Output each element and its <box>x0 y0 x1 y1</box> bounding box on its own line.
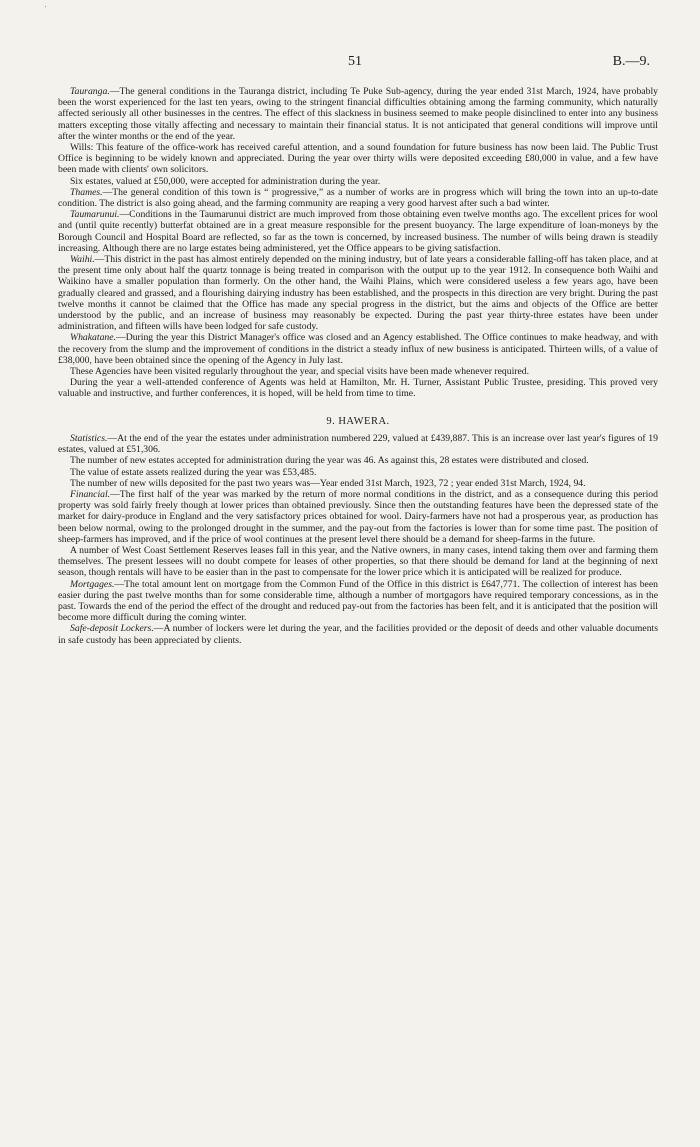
paragraph-statistics <box>58 433 658 455</box>
section-heading: 9. HAWERA. <box>326 415 390 427</box>
paragraph-text: —Conditions in the Taumarunui district are much improved from those obtaining even twelve months ago. The excellent prices for wool and (until quite recently) butterfat obtained are in a great measure responsible for the present buoyancy. The large expenditure of loan-moneys by the Borough Council and Hospital Board are reflected, so far as the town is concerned, by increased business. The number of wills being drawn is steadily increasing. Although there are no large estates being administered, yet the Office appears to be giving satisfaction. <box>58 209 658 254</box>
paragraph-new-wills <box>58 478 658 489</box>
page-number: 51 <box>348 54 362 69</box>
paragraph-conference <box>58 377 658 399</box>
paragraph-whakatane <box>58 332 658 366</box>
paragraph-text: The number of new estates accepted for administration during the year was 46. As against this, 28 estates were distributed and closed. <box>70 455 589 467</box>
page-reference: B.—9. <box>612 54 650 69</box>
paragraph-waihi <box>58 254 658 332</box>
paragraph-west-coast <box>58 545 658 579</box>
paragraph-wills <box>58 142 658 176</box>
paragraph-text: —The total amount lent on mortgage from the Common Fund of the Office in this district is £647,771. The collection of interest has been easier during the past twelve months than for some considerable time, although a number of mortgagors have required temporary concessions, as in the past. Towards the end of the period the effect of the drought and reduced pay-out from the factories has been felt, and it is anticipated that the position will become more difficult during the coming winter. <box>58 578 658 624</box>
margin-mark: ' <box>45 6 47 12</box>
paragraph-text: Six estates, valued at £50,000, were accepted for administration during the year. <box>70 175 381 187</box>
paragraph-text: —The general conditions in the Tauranga district, including Te Puke Sub-agency, during the year ended 31st March, 1924, have probably been the worst experienced for the last ten years, owing to the stringent financial difficulties obtaining among the farming community, which naturally affected seriously all other businesses in the centres. The effect of this slackness in business seemed to make people disinclined to enter into any business matters excepting those vitally affecting and necessary to maintain their financial status. It is not anticipated that general conditions will improve until after the winter months or the end of the year. <box>58 86 658 142</box>
paragraph-lead: Tauranga. <box>70 86 110 97</box>
paragraph-new-estates <box>58 455 658 466</box>
paragraph-lead: Mortgages. <box>70 578 115 590</box>
paragraph-lead: Financial. <box>70 488 111 500</box>
page-header <box>60 54 650 70</box>
paragraph-lead: Whakatane. <box>70 332 117 344</box>
paragraph-agencies <box>58 366 658 377</box>
paragraph-mortgages <box>58 579 658 624</box>
paragraph-text: Wills: This feature of the office-work has received careful attention, and a sound foundation for future business has now been laid. The Public Trust Office is beginning to be widely known and appreciated. During the year over thirty wills were deposited exceeding £80,000 in value, and a few have been made with clients' own solicitors. <box>58 142 658 176</box>
paragraph-lead: Safe-deposit Lockers. <box>70 623 154 635</box>
paragraph-text: The value of estate assets realized during the year was £53,485. <box>70 466 317 478</box>
paragraph-text: —The general condition of this town is “ progressive,” as a number of works are in progress which will bring the town into an up-to-date condition. The district is also going ahead, and the farming community are reaping a very good harvest after such a bad winter. <box>58 186 658 210</box>
paragraph-lead: Waihi. <box>70 254 95 266</box>
paragraph-lead: Taumarunui. <box>70 209 120 221</box>
paragraph-text: —This district in the past has almost entirely depended on the mining industry, but of late years a considerable falling-off has taken place, and at the present time only about half the quartz tonnage is being treated in comparison with the output up to the year 1912. In consequence both Waihi and Waikino have a smaller population than formerly. On the other hand, the Waihi Plains, which were considered useless a few years ago, have been gradually cleared and grassed, and a flourishing dairying industry has been established, and the prospects in this direction are very bright. During the past twelve months it cannot be claimed that the Office has made any special progress in the district, but the aims and objects of the Office are better understood by the public, and an increase of business may reasonably be expected. During the past year thirty-three estates have been under administration, and fifteen wills have been lodged for safe custody. <box>58 254 658 333</box>
paragraph-text: These Agencies have been visited regularly throughout the year, and special visits have been made whenever required. <box>70 366 530 378</box>
paragraph-estate-assets <box>58 467 658 478</box>
paragraph-financial <box>58 489 658 545</box>
paragraph-text: A number of West Coast Settlement Reserves leases fall in this year, and the Native owners, in many cases, intend taking them over and farming them themselves. The present lessees will no doubt compete for leases of other properties, so that there should be demand for land at the beginning of next season, though rentals will have to be easier than in the past to compensate for the lower price which it is anticipated will be realized for produce. <box>58 544 658 579</box>
paragraph-text: —A number of lockers were let during the year, and the facilities provided or the deposit of deeds and other valuable documents in safe custody has been appreciated by clients. <box>58 623 658 646</box>
paragraph-taumarunui <box>58 209 658 254</box>
paragraph-lead: Statistics. <box>70 432 108 444</box>
paragraph-six-estates <box>58 176 658 187</box>
paragraph-text: During the year a well-attended conference of Agents was held at Hamilton, Mr. H. Turner, Assistant Public Trustee, presiding. This proved very valuable and instructive, and further conferences, it is hoped, will be held from time to time. <box>58 377 658 400</box>
paragraph-text: —At the end of the year the estates under administration numbered 229, valued at £439,887. This is an increase over last year's figures of 19 estates, valued at £51,306. <box>58 432 658 456</box>
paragraph-lead: Thames. <box>70 186 103 198</box>
paragraph-thames <box>58 187 658 209</box>
paragraph-safe-deposit <box>58 623 658 645</box>
paragraph-text: —During the year this District Manager's office was closed and an Agency established. The Office continues to make headway, and with the recovery from the slump and the improvement of conditions in the district a steady influx of new business is anticipated. Thirteen wills, of a value of £38,000, have been obtained since the opening of the Agency in July last. <box>58 332 658 366</box>
paragraph-text: —The first half of the year was marked by the return of more normal conditions in the district, and as a consequence during this period property was sold fairly freely though at lower prices than obtained previously. Since then the outstanding features have been the depressed state of the market for dairy-produce in England and the very satisfactory prices obtained for wool. Dairy-farmers have not had a prosperous year, as production has been below normal, owing to the prolonged drought in the summer, and the pay-out from the factories is lower than for some time past. The position of sheep-farmers has improved, and if the price of wool continues at the present level there should be a demand for sheep-farms in the future. <box>58 488 658 545</box>
body-text <box>58 86 658 646</box>
paragraph-text: The number of new wills deposited for the past two years was—Year ended 31st March, 1923, 72 ; year ended 31st March, 1924, 94. <box>70 477 586 489</box>
paragraph-tauranga <box>58 86 658 142</box>
